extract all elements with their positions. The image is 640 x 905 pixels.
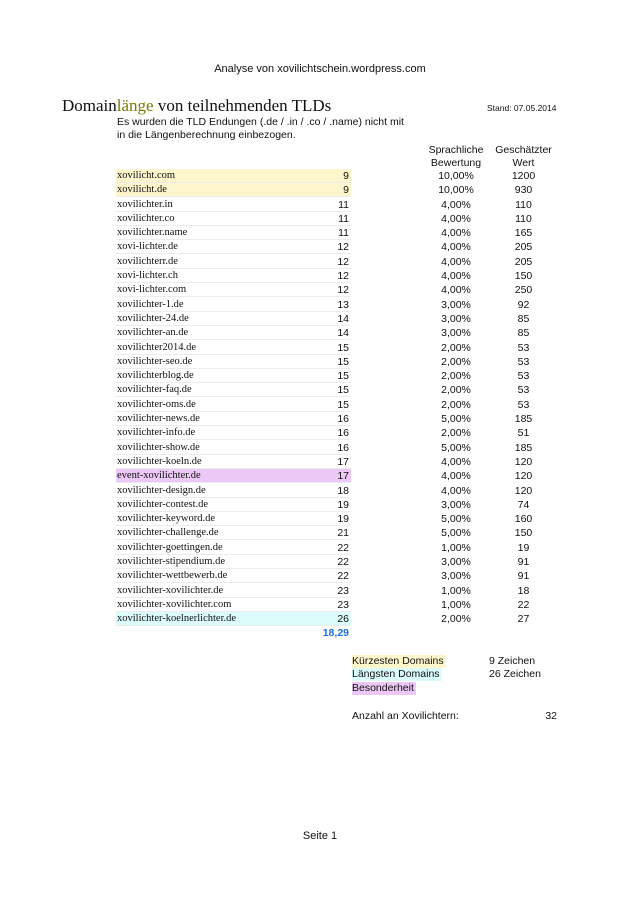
page-title [62, 96, 331, 116]
domain-cell: xovilichter-wettbewerb.de [116, 569, 351, 583]
bewertung-cell: 2,00% [441, 341, 471, 354]
length-cell: 22 [337, 541, 349, 554]
bewertung-cell: 4,00% [441, 270, 471, 283]
domain-cell: xovilichter-info.de [116, 426, 351, 440]
domain-cell: xovilichter2014.de [116, 341, 351, 355]
legend-longest: Längsten Domains [352, 668, 440, 680]
wert-cell: 110 [515, 198, 532, 211]
table-row [116, 183, 576, 197]
length-cell: 12 [337, 270, 349, 283]
wert-cell: 19 [517, 541, 530, 554]
length-cell: 15 [337, 355, 349, 368]
bewertung-cell: 2,00% [441, 384, 471, 397]
table-row [116, 512, 576, 526]
domain-cell: xovilichter-seo.de [116, 355, 351, 369]
column-header-bewertung [421, 144, 491, 170]
wert-cell: 150 [514, 527, 533, 540]
wert-cell: 91 [517, 570, 530, 583]
length-cell: 15 [337, 384, 349, 397]
bewertung-cell: 2,00% [441, 370, 471, 383]
bewertung-cell: 2,00% [441, 613, 471, 626]
domain-cell: xovilicht.de [116, 183, 351, 197]
length-cell: 21 [337, 527, 349, 540]
length-cell: 16 [337, 441, 349, 454]
bewertung-cell: 4,00% [441, 227, 471, 240]
bewertung-cell: 4,00% [441, 284, 471, 297]
length-cell: 14 [337, 327, 349, 340]
wert-cell: 53 [517, 384, 530, 397]
bewertung-cell: 4,00% [441, 484, 471, 497]
wert-cell: 51 [517, 427, 530, 440]
note-line: Es wurden die TLD Endungen (.de / .in / .co / .name) nicht mit [117, 116, 404, 128]
domain-cell: xovi-lichter.de [116, 240, 351, 254]
table-row [116, 198, 576, 212]
length-cell: 22 [337, 570, 349, 583]
domain-cell: xovilichter-contest.de [116, 498, 351, 512]
page-footer: Seite 1 [302, 830, 338, 842]
bewertung-cell: 1,00% [441, 541, 471, 554]
table-row [116, 298, 576, 312]
table-row [116, 312, 576, 326]
domain-cell: xovilichter-keyword.de [116, 512, 351, 526]
wert-cell: 205 [514, 255, 533, 268]
wert-cell: 930 [514, 184, 533, 197]
table-row [116, 355, 576, 369]
title-highlight: länge [116, 96, 154, 115]
table-row [116, 369, 576, 383]
wert-cell: 120 [514, 484, 533, 497]
domain-cell: event-xovilichter.de [116, 469, 351, 483]
bewertung-cell: 4,00% [441, 198, 471, 211]
table-row [116, 240, 576, 254]
domain-cell: xovilichter-24.de [116, 312, 351, 326]
table-row [116, 326, 576, 340]
table-row [116, 569, 576, 583]
length-cell: 26 [337, 613, 349, 626]
table-row [116, 584, 576, 598]
bewertung-cell: 3,00% [441, 556, 471, 569]
bewertung-cell: 1,00% [441, 598, 471, 611]
date-stamp: Stand: 07.05.2014 [487, 103, 557, 113]
bewertung-cell: 3,00% [441, 570, 471, 583]
length-cell: 18 [337, 484, 349, 497]
table-row [116, 484, 576, 498]
bewertung-cell: 2,00% [441, 398, 471, 411]
domain-cell: xovilichter-koelnerlichter.de [116, 612, 351, 626]
average-length: 18,29 [322, 627, 349, 639]
table-row [116, 226, 576, 240]
domain-cell: xovilichter.in [116, 198, 351, 212]
domain-cell: xovilichter-show.de [116, 441, 351, 455]
table-row [116, 383, 576, 397]
length-cell: 15 [337, 398, 349, 411]
length-cell: 11 [338, 212, 349, 225]
length-cell: 19 [337, 513, 349, 526]
header-line: Bewertung [430, 157, 482, 169]
table-row [116, 283, 576, 297]
table-row [116, 426, 576, 440]
wert-cell: 85 [517, 312, 530, 325]
length-cell: 12 [337, 284, 349, 297]
wert-cell: 74 [517, 498, 530, 511]
table-row [116, 526, 576, 540]
length-cell: 11 [338, 198, 349, 211]
bewertung-cell: 4,00% [441, 255, 471, 268]
table-row [116, 269, 576, 283]
length-cell: 11 [338, 227, 349, 240]
bewertung-cell: 3,00% [441, 498, 471, 511]
wert-cell: 185 [514, 413, 533, 426]
bewertung-cell: 1,00% [441, 584, 471, 597]
table-row [116, 341, 576, 355]
wert-cell: 18 [517, 584, 530, 597]
table-row [116, 498, 576, 512]
note-line: in die Längenberechnung einbezogen. [117, 129, 296, 141]
bewertung-cell: 4,00% [441, 212, 471, 225]
domain-cell: xovilichter.name [116, 226, 351, 240]
domain-cell: xovilichter-koeln.de [116, 455, 351, 469]
legend-special: Besonderheit [352, 682, 414, 694]
table-row [116, 412, 576, 426]
domain-cell: xovilichter-challenge.de [116, 526, 351, 540]
wert-cell: 120 [514, 455, 533, 468]
table-row [116, 169, 576, 183]
length-cell: 23 [337, 584, 349, 597]
wert-cell: 85 [517, 327, 530, 340]
domain-cell: xovilicht.com [116, 169, 351, 183]
domain-cell: xovilichterr.de [116, 255, 351, 269]
length-cell: 17 [337, 470, 349, 483]
title-part: Domain [62, 96, 117, 115]
legend-shortest: Kürzesten Domains [352, 655, 444, 667]
length-cell: 15 [337, 370, 349, 383]
length-cell: 12 [337, 241, 349, 254]
domain-cell: xovilichter-design.de [116, 484, 351, 498]
length-cell: 9 [343, 170, 349, 182]
table-row [116, 441, 576, 455]
wert-cell: 92 [517, 298, 530, 311]
domain-cell: xovilichter-an.de [116, 326, 351, 340]
domain-cell: xovilichterblog.de [116, 369, 351, 383]
table-row [116, 455, 576, 469]
wert-cell: 120 [514, 470, 533, 483]
domain-cell: xovilichter-1.de [116, 298, 351, 312]
length-cell: 13 [337, 298, 349, 311]
wert-cell: 185 [514, 441, 533, 454]
bewertung-cell: 10,00% [438, 170, 474, 182]
wert-cell: 53 [517, 398, 530, 411]
wert-cell: 165 [514, 227, 533, 240]
length-cell: 9 [343, 184, 349, 197]
domain-cell: xovilichter-faq.de [116, 383, 351, 397]
column-header-wert [491, 144, 556, 170]
length-cell: 12 [337, 255, 349, 268]
wert-cell: 53 [517, 370, 530, 383]
wert-cell: 110 [515, 212, 532, 225]
header-line: Sprachliche [428, 144, 484, 156]
length-cell: 14 [337, 312, 349, 325]
domain-cell: xovilichter-oms.de [116, 398, 351, 412]
note [117, 116, 404, 142]
wert-cell: 53 [517, 355, 530, 368]
wert-cell: 205 [514, 241, 533, 254]
header-line: Geschätzter [495, 144, 552, 156]
table-row [116, 555, 576, 569]
wert-cell: 27 [517, 613, 530, 626]
bewertung-cell: 4,00% [441, 455, 471, 468]
legend-longest-value: 26 Zeichen [489, 668, 541, 680]
length-cell: 17 [337, 455, 349, 468]
length-cell: 22 [337, 556, 349, 569]
wert-cell: 91 [517, 556, 530, 569]
length-cell: 16 [337, 413, 349, 426]
bewertung-cell: 2,00% [441, 355, 471, 368]
page-header: Analyse von xovilichtschein.wordpress.com [214, 63, 426, 75]
table-row [116, 541, 576, 555]
length-cell: 19 [337, 498, 349, 511]
bewertung-cell: 5,00% [441, 513, 471, 526]
wert-cell: 53 [517, 341, 530, 354]
count-value: 32 [545, 710, 557, 722]
header-line: Wert [512, 157, 535, 169]
wert-cell: 160 [514, 513, 533, 526]
domain-cell: xovilichter-goettingen.de [116, 541, 351, 555]
domain-cell: xovilichter-news.de [116, 412, 351, 426]
domain-cell: xovi-lichter.com [116, 283, 351, 297]
bewertung-cell: 4,00% [441, 470, 471, 483]
domain-cell: xovilichter-xovilichter.de [116, 584, 351, 598]
bewertung-cell: 3,00% [441, 298, 471, 311]
wert-cell: 1200 [511, 170, 536, 182]
domain-cell: xovilichter-xovilichter.com [116, 598, 351, 612]
wert-cell: 250 [514, 284, 533, 297]
bewertung-cell: 5,00% [441, 413, 471, 426]
bewertung-cell: 5,00% [441, 441, 471, 454]
length-cell: 15 [337, 341, 349, 354]
legend-shortest-value: 9 Zeichen [489, 655, 536, 667]
table-row [116, 255, 576, 269]
bewertung-cell: 3,00% [441, 327, 471, 340]
domain-table [116, 169, 576, 627]
title-part: von teilnehmenden TLDs [153, 96, 332, 115]
domain-cell: xovilichter-stipendium.de [116, 555, 351, 569]
bewertung-cell: 5,00% [441, 527, 471, 540]
bewertung-cell: 2,00% [441, 427, 471, 440]
table-row [116, 398, 576, 412]
table-row [116, 612, 576, 626]
table-row [116, 469, 576, 483]
wert-cell: 150 [514, 270, 533, 283]
domain-cell: xovilichter.co [116, 212, 351, 226]
wert-cell: 22 [517, 598, 530, 611]
length-cell: 16 [337, 427, 349, 440]
length-cell: 23 [337, 598, 349, 611]
table-row [116, 598, 576, 612]
count-label: Anzahl an Xovilichtern: [352, 710, 459, 722]
domain-cell: xovi-lichter.ch [116, 269, 351, 283]
table-row [116, 212, 576, 226]
bewertung-cell: 4,00% [441, 241, 471, 254]
bewertung-cell: 10,00% [438, 184, 474, 197]
bewertung-cell: 3,00% [441, 312, 471, 325]
